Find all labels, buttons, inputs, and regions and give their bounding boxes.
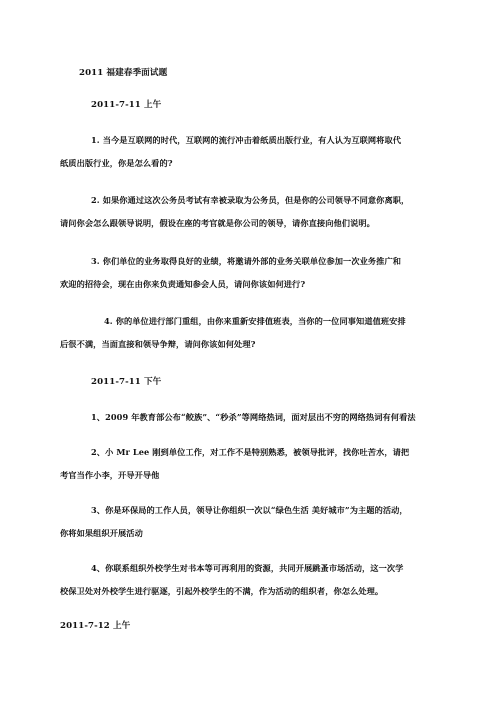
question-line: 欢迎的招待会，现在由你来负责通知参会人员，请问你该如何进行? bbox=[60, 279, 306, 289]
session-heading: 2011-7-12 上午 bbox=[60, 621, 131, 631]
question-line: 2、小 Mr Lee 刚到单位工作，对工作不是特别熟悉，被领导批评，找你吐苦水，请把 bbox=[91, 447, 410, 457]
document-title: 2011 福建春季面试题 bbox=[79, 68, 168, 78]
question-line: 考官当作小李，开导开导他 bbox=[60, 470, 160, 480]
question-line: 1、2009 年教育部公布“鲛族”、“秒杀”等网络热词，面对层出不穷的网络热词有何看法 bbox=[91, 412, 416, 422]
question-line: 4. 你的单位进行部门重组，由你来重新安排值班表，当你的一位同事知道值班安排 bbox=[104, 316, 406, 326]
question-line: 纸质出版行业，你是怎么看的? bbox=[60, 158, 173, 168]
question-line: 3. 你们单位的业务取得良好的业绩，将邀请外部的业务关联单位参加一次业务推广和 bbox=[91, 256, 402, 266]
question-line: 4、你联系组织外校学生对书本等可再利用的资源，共同开展跳蚤市场活动，这一次学 bbox=[91, 563, 404, 573]
question-line: 后很不满，当面直接和领导争辩，请问你该如何处理? bbox=[60, 339, 256, 349]
question-line: 1. 当今是互联网的时代，互联网的流行冲击着纸质出版行业，有人认为互联网将取代 bbox=[91, 135, 402, 145]
session-heading: 2011-7-11 上午 bbox=[91, 100, 162, 110]
question-line: 3、你是环保局的工作人员，领导让你组织一次以“绿色生活 美好城市”为主题的活动， bbox=[91, 505, 408, 515]
question-line: 请问你会怎么跟领导说明，假设在座的考官就是你公司的领导，请你直接向他们说明。 bbox=[60, 218, 375, 228]
question-line: 你将如果组织开展活动 bbox=[60, 528, 143, 538]
question-line: 2. 如果你通过这次公务员考试有幸被录取为公务员，但是你的公司领导不同意你离职， bbox=[91, 195, 410, 205]
question-line: 校保卫处对外校学生进行驱逐，引起外校学生的不满，作为活动的组织者，你怎么处理。 bbox=[60, 586, 384, 596]
session-heading: 2011-7-11 下午 bbox=[91, 377, 162, 387]
